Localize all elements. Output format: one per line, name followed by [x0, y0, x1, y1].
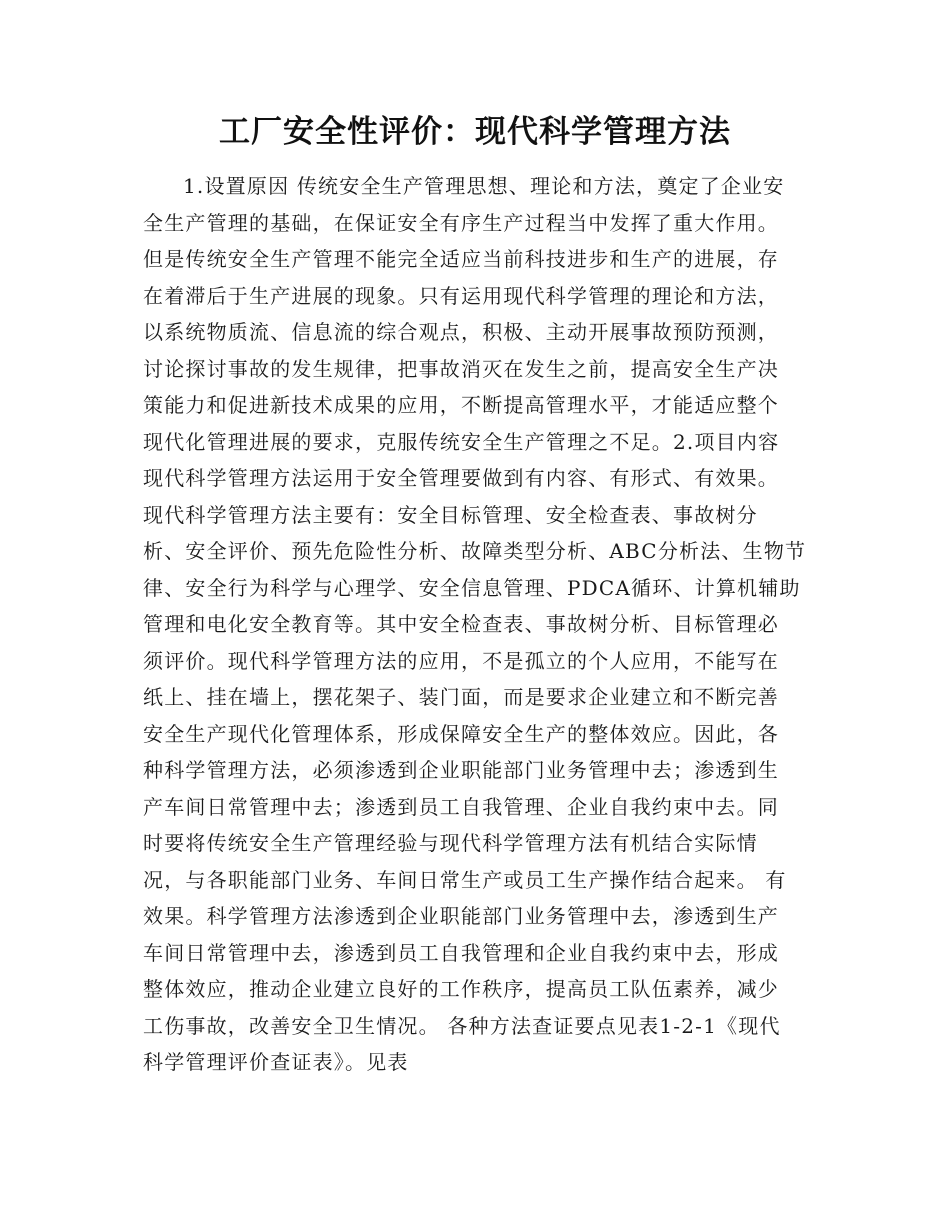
body-line: 种科学管理方法，必须渗透到企业职能部门业务管理中去；渗透到生	[143, 758, 779, 782]
body-line: 在着滞后于生产进展的现象。只有运用现代科学管理的理论和方法，	[143, 283, 779, 308]
body-line: 1.设置原因 传统安全生产管理思想、理论和方法，奠定了企业安	[183, 174, 785, 198]
body-line: 况，与各职能部门业务、车间日常生产或员工生产操作结合起来。 有	[143, 867, 787, 892]
body-line: 现代科学管理方法运用于安全管理要做到有内容、有形式、有效果。	[143, 466, 779, 490]
document-title: 工厂安全性评价：现代科学管理方法	[219, 114, 731, 150]
body-line: 效果。科学管理方法渗透到企业职能部门业务管理中去，渗透到生产	[143, 904, 779, 928]
body-line: 以系统物质流、信息流的综合观点，积极、主动开展事故预防预测，	[143, 320, 779, 344]
body-line: 科学管理评价查证表》。见表	[143, 1050, 409, 1074]
body-line: 工伤事故，改善安全卫生情况。 各种方法查证要点见表1-2-1《现代	[143, 1013, 781, 1038]
body-line: 管理和电化安全教育等。其中安全检查表、事故树分析、目标管理必	[143, 612, 779, 636]
body-line: 策能力和促进新技术成果的应用，不断提高管理水平，才能适应整个	[143, 393, 779, 417]
body-line: 时要将传统安全生产管理经验与现代科学管理方法有机结合实际情	[143, 831, 758, 855]
body-line: 讨论探讨事故的发生规律，把事故消灭在发生之前，提高安全生产决	[143, 356, 779, 381]
body-line: 现代科学管理方法主要有：安全目标管理、安全检查表、事故树分	[143, 502, 758, 527]
body-line: 车间日常管理中去，渗透到员工自我管理和企业自我约束中去，形成	[143, 940, 779, 965]
body-line: 析、安全评价、预先危险性分析、故障类型分析、ABC分析法、生物节	[143, 539, 807, 563]
body-line: 但是传统安全生产管理不能完全适应当前科技进步和生产的进展，存	[143, 247, 779, 271]
body-line: 纸上、挂在墙上，摆花架子、装门面，而是要求企业建立和不断完善	[143, 685, 779, 709]
body-line: 产车间日常管理中去；渗透到员工自我管理、企业自我约束中去。同	[143, 794, 779, 819]
body-line: 全生产管理的基础，在保证安全有序生产过程当中发挥了重大作用。	[143, 210, 779, 235]
body-line: 整体效应，推动企业建立良好的工作秩序，提高员工队伍素养，减少	[143, 977, 779, 1001]
body-line: 律、安全行为科学与心理学、安全信息管理、PDCA循环、计算机辅助	[143, 575, 801, 600]
document-body	[143, 168, 813, 1081]
body-line: 现代化管理进展的要求，克服传统安全生产管理之不足。2.项目内容	[143, 429, 780, 454]
body-line: 须评价。现代科学管理方法的应用，不是孤立的个人应用，不能写在	[143, 648, 779, 673]
body-line: 安全生产现代化管理体系，形成保障安全生产的整体效应。因此，各	[143, 721, 779, 746]
